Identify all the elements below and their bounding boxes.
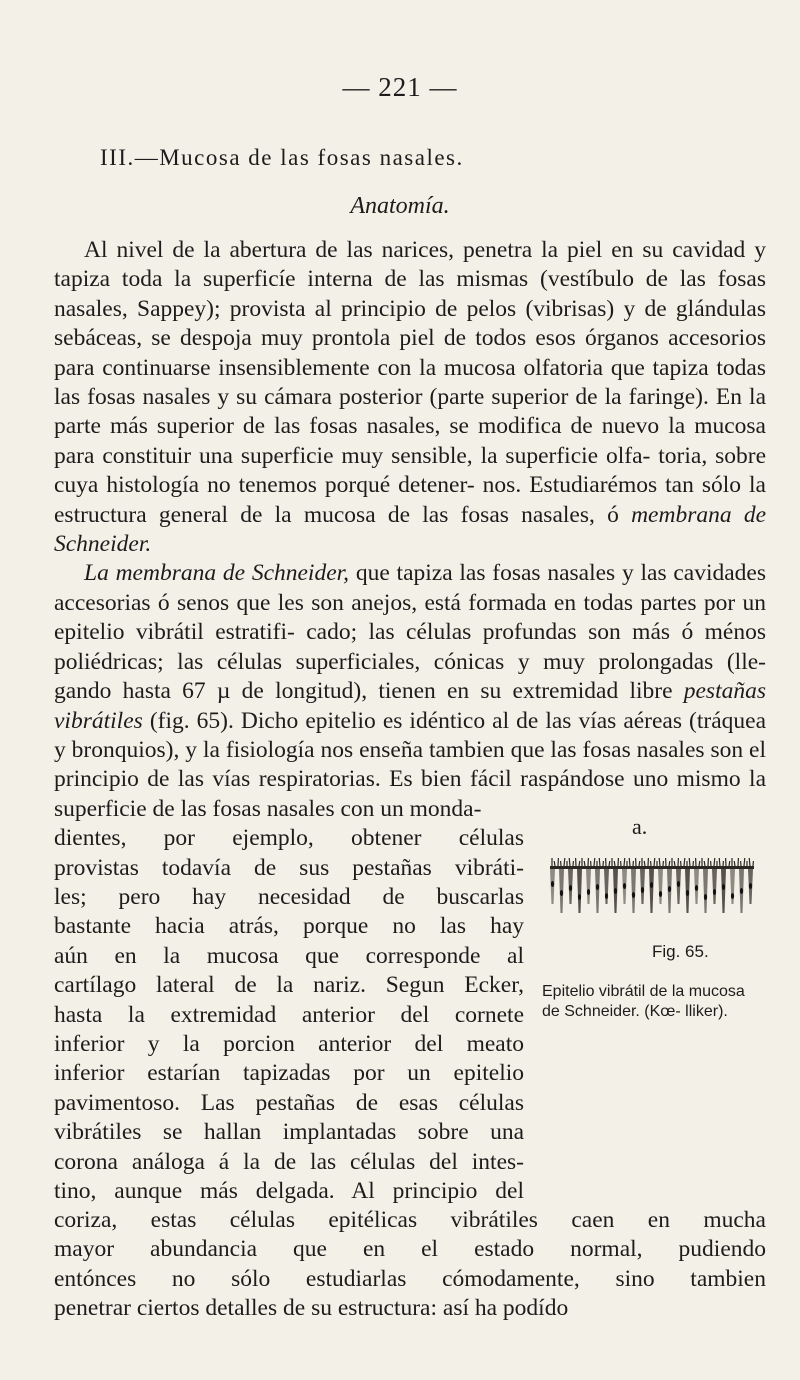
text-line: bastante hacia atrás, porque no las hay (54, 913, 524, 940)
cilium (699, 861, 700, 866)
cell-nucleus (578, 894, 581, 900)
cell-nucleus (740, 888, 743, 894)
cilium (674, 861, 675, 866)
cilium (704, 861, 705, 866)
text-line: aún en la mucosa que corresponde al (54, 942, 524, 969)
text-line: corona análoga á la de las células del intes- (54, 1148, 524, 1175)
cell-nucleus (650, 882, 653, 888)
cilium (644, 861, 645, 866)
cilium (669, 861, 670, 866)
cilium (614, 861, 615, 866)
page-number: — 221 — (342, 72, 458, 102)
text-line: les; pero hay necesidad de buscarlas (54, 883, 524, 910)
cilium (639, 861, 640, 866)
cilium (569, 858, 570, 866)
paragraph-2 (54, 559, 766, 824)
cilium (564, 858, 565, 866)
paragraph-1-text: Al nivel de la abertura de las narices, penetra la piel en su cavidad y tapiza toda la superficíe interna de las mismas (vestíbulo de las fosas nasales, Sappey); provista al principio de pelos (vibrisas) y de glándulas sebáceas, se despoja muy prontola piel de todos esos órganos accesorios para continuarse insensiblemente con la mucosa olfatoria que tapiza todas las fosas nasales y su cámara posterior (parte superior de la faringe). En la parte más superior de las fosas nasales, se modifica de nuevo la mucosa para constituir una superficie muy sensible, la superficie olfa- toria, sobre cuya histología no tenemos porqué detener- nos. Estudiarémos tan sólo la estructura general de la mucosa de las fosas nasales, ó (54, 237, 766, 528)
cell-nucleus (686, 890, 689, 896)
cilium (609, 861, 610, 866)
cell-nucleus (722, 884, 725, 890)
cell-nucleus (704, 894, 707, 900)
cell-nucleus (587, 889, 590, 895)
paragraph-1 (54, 236, 766, 559)
cilium (654, 858, 655, 866)
text-line: penetrar ciertos detalles de su estructura: así ha podído (54, 1295, 569, 1322)
cilium (659, 858, 660, 866)
cell-nucleus (569, 885, 572, 891)
cell-nucleus (551, 881, 554, 887)
text-line: tino, aunque más delgada. Al principio del (54, 1178, 524, 1204)
paragraph-2-lead: La membrana de Schneider, (84, 560, 350, 587)
text-line: inferior y la porcion anterior del meato (54, 1030, 524, 1057)
cell-nucleus (632, 892, 635, 898)
cell-nucleus (614, 888, 617, 894)
cell-nucleus (659, 891, 662, 897)
cilium (729, 861, 730, 866)
text-line: provistas todavía de sus pestañas vibráti- (54, 854, 524, 881)
paragraph-2-italic: pestañas vibrátiles (54, 678, 766, 734)
cilium (689, 858, 690, 866)
text-line: vibrátiles se hallan implantadas sobre una (54, 1119, 524, 1146)
text-line: inferior estarían tapizadas por un epitelio (54, 1060, 524, 1087)
cilium (599, 858, 600, 866)
text-line: hasta la extremidad anterior del cornete (54, 1001, 524, 1028)
cilium (554, 861, 555, 866)
closing-text (54, 1206, 766, 1324)
text-line: dientes, por ejemplo, obtener células (54, 825, 524, 852)
cell-nucleus (641, 887, 644, 893)
cell-nucleus (596, 884, 599, 890)
figure-label: Fig. 65. (652, 942, 709, 961)
figure-letter: a. (632, 814, 648, 839)
paragraph-2-text-b: (fig. 65). Dicho epitelio es idéntico al de las vías aéreas (tráquea y bronquios), y la fisiología nos enseña tambien que las fosas nasales son el principio de las vías respiratorias. Es bien fácil raspándose uno mismo la superficie de las fosas nasales con un monda- (54, 707, 767, 822)
cell-nucleus (749, 883, 752, 889)
text-line: entónces no sólo estudiarlas cómodamente, sino tambien (54, 1265, 766, 1292)
cell-nucleus (605, 893, 608, 899)
paragraph-2-text-a: que tapiza las fosas nasales y las cavidades accesorias ó senos que les son anejos, está formada en todas partes por un epitelio vibrátil estratifi- cado; las células profundas son más ó ménos poliédricas; las células superficiales, cónicas y muy prolongadas (lle- gando hasta 67 µ de longitud), tienen en su extremidad libre (54, 560, 767, 705)
cilium (684, 858, 685, 866)
cilium (629, 858, 630, 866)
paragraph-1-italic: membrana de Schneider. (54, 501, 767, 558)
text-line: cartílago lateral de la nariz. Segun Ecker, (54, 972, 524, 999)
cell-nucleus (560, 890, 563, 896)
cilium (714, 858, 715, 866)
cilium (749, 858, 750, 866)
cilium (579, 861, 580, 866)
cilium (624, 858, 625, 866)
cell-nucleus (713, 889, 716, 895)
cilium (734, 861, 735, 866)
ciliated-epithelium-illustration (550, 854, 754, 924)
cell-nucleus (731, 893, 734, 899)
body-text (54, 236, 766, 1206)
section-subtitle: Anatomía. (350, 193, 450, 219)
cilium (584, 861, 585, 866)
cell-nucleus (677, 881, 680, 887)
text-line: coriza, estas células epitélicas vibrátiles caen en mucha (54, 1207, 766, 1233)
cell-nucleus (623, 883, 626, 889)
cilium (744, 858, 745, 866)
cell-nucleus (668, 886, 671, 892)
text-line: pavimentoso. Las pestañas de esas células (54, 1089, 524, 1116)
text-line: mayor abundancia que en el estado normal, pudiendo (54, 1236, 766, 1263)
cilium (719, 858, 720, 866)
cell-nucleus (695, 885, 698, 891)
cilium (594, 858, 595, 866)
wrapped-text-column (54, 824, 524, 1206)
figure-caption: Epitelio vibrátil de la mucosa de Schneider. (Kœ- lliker). (542, 983, 745, 1020)
chapter-heading: III.—Mucosa de las fosas nasales. (100, 145, 464, 170)
